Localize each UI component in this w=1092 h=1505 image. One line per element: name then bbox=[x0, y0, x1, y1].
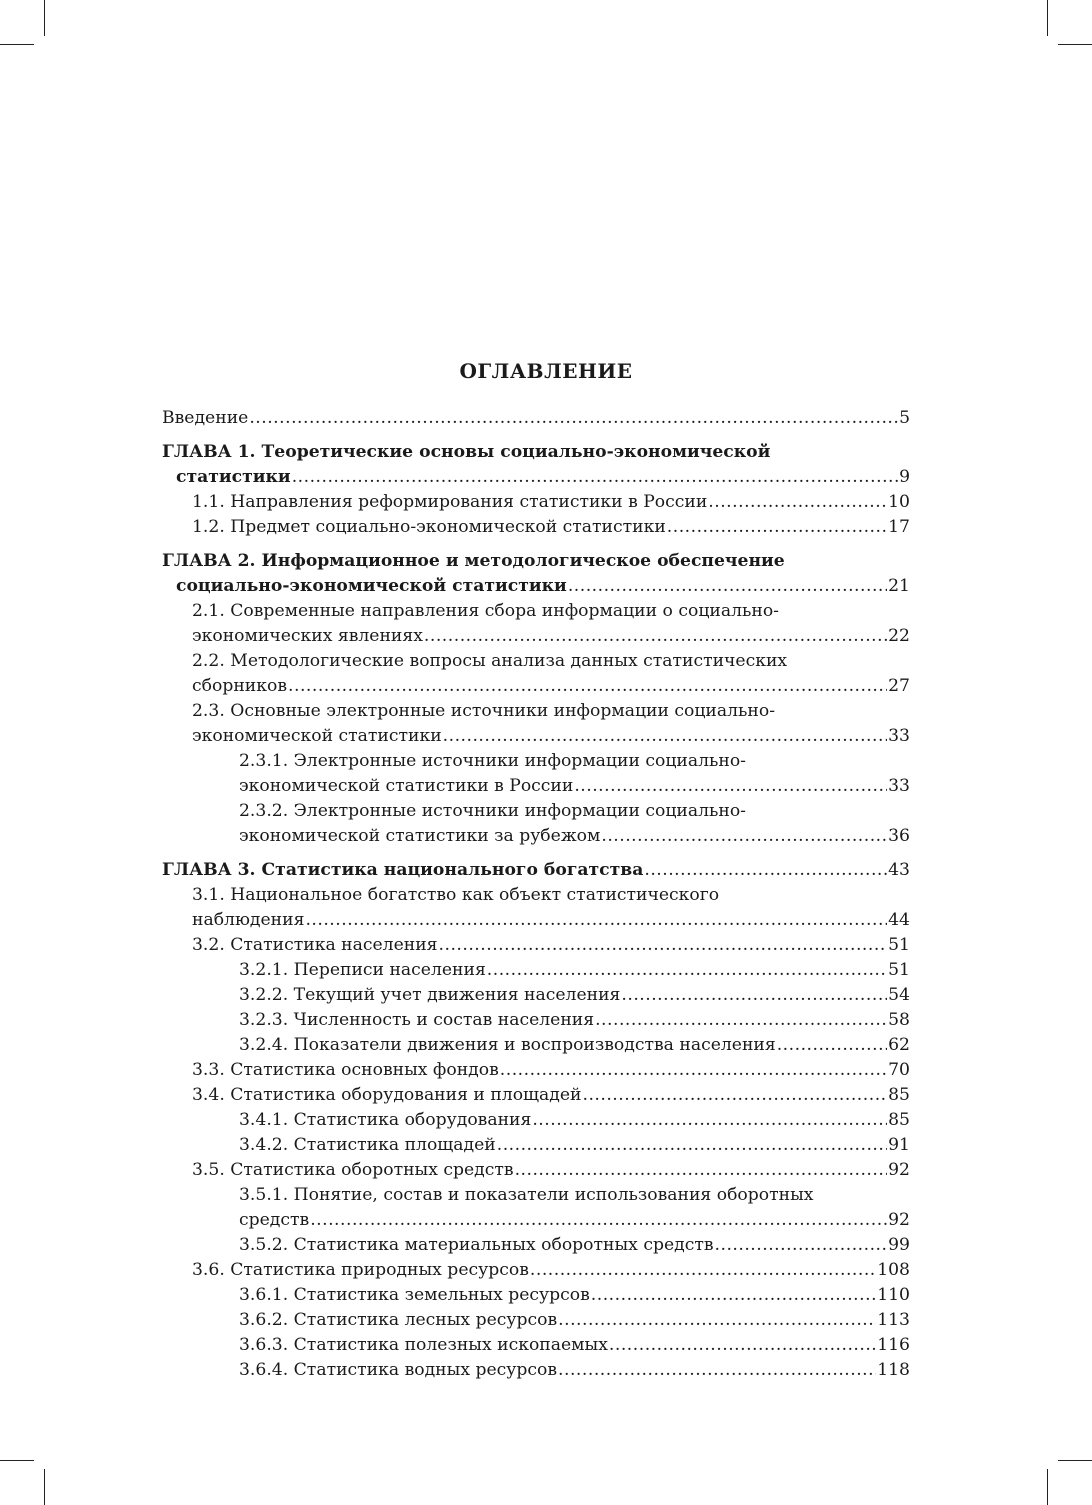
toc-section-entry[interactable] bbox=[162, 1008, 910, 1033]
toc-page-number: 33 bbox=[888, 776, 910, 796]
toc-entry-title-line: 3.6.2. Статистика лесных ресурсов bbox=[239, 1310, 558, 1330]
dot-leader bbox=[288, 674, 887, 699]
toc-entry-title-line: 3.6.4. Статистика водных ресурсов bbox=[239, 1360, 558, 1380]
dot-leader bbox=[708, 490, 887, 515]
toc-entry-title-line: ГЛАВА 1. Теоретические основы социально-экономической bbox=[162, 442, 771, 462]
dot-leader bbox=[424, 624, 887, 649]
toc-entry-title-line: 3.4.2. Статистика площадей bbox=[239, 1135, 496, 1155]
crop-mark-top-right-h bbox=[1058, 44, 1092, 45]
toc-entry-title-line: 3.6. Статистика природных ресурсов bbox=[192, 1260, 529, 1280]
toc-section-entry[interactable] bbox=[162, 1133, 910, 1158]
toc-chapter-entry[interactable] bbox=[162, 406, 910, 431]
toc-entry-title-line: 3.4.1. Статистика оборудования bbox=[239, 1110, 532, 1130]
toc-page-number: 99 bbox=[888, 1235, 910, 1255]
toc-section-entry[interactable] bbox=[162, 699, 910, 749]
toc-entry-title-line: 1.1. Направления реформирования статистики в России bbox=[192, 492, 708, 512]
dot-leader bbox=[667, 515, 887, 540]
dot-leader bbox=[621, 983, 887, 1008]
toc-page-number: 10 bbox=[888, 492, 910, 512]
toc-page-number: 51 bbox=[888, 960, 910, 980]
toc-page-number: 22 bbox=[888, 626, 910, 646]
toc-entry-title-line: 2.2. Методологические вопросы анализа данных статистических bbox=[192, 651, 788, 671]
dot-leader bbox=[439, 933, 888, 958]
toc-page-number: 9 bbox=[899, 467, 910, 487]
dot-leader bbox=[582, 1083, 887, 1108]
toc-entry-title-line: экономической статистики за рубежом bbox=[239, 826, 601, 846]
toc-entry-title-line: 3.1. Национальное богатство как объект статистического bbox=[192, 885, 720, 905]
toc-entry-title-line: 3.6.1. Статистика земельных ресурсов bbox=[239, 1285, 590, 1305]
toc-entry-title-line: ГЛАВА 3. Статистика национального богатства bbox=[162, 860, 644, 880]
dot-leader bbox=[443, 724, 887, 749]
toc-entry-title-line: 3.2.3. Численность и состав населения bbox=[239, 1010, 595, 1030]
toc-section-entry[interactable] bbox=[162, 799, 910, 849]
toc-entry-title-line: средств bbox=[239, 1210, 310, 1230]
toc-page-number: 110 bbox=[877, 1285, 910, 1305]
toc-section-entry[interactable] bbox=[162, 1283, 910, 1308]
toc-page-number: 113 bbox=[877, 1310, 910, 1330]
crop-mark-bottom-right-v bbox=[1047, 1469, 1048, 1505]
toc-page-number: 33 bbox=[888, 726, 910, 746]
dot-leader bbox=[497, 1133, 887, 1158]
toc-entry-title-line: экономической статистики bbox=[192, 726, 442, 746]
dot-leader bbox=[305, 908, 887, 933]
toc-entry-title-line: социально-экономической статистики bbox=[176, 576, 567, 596]
dot-leader bbox=[530, 1258, 876, 1283]
dot-leader bbox=[515, 1158, 888, 1183]
dot-leader bbox=[558, 1358, 876, 1383]
toc-entry-title-line: 2.3. Основные электронные источники информации социально- bbox=[192, 701, 776, 721]
toc-section-entry[interactable] bbox=[162, 933, 910, 958]
toc-chapter-entry[interactable] bbox=[162, 858, 910, 883]
toc-entry-title-line: 3.2. Статистика населения bbox=[192, 935, 438, 955]
toc-section-entry[interactable] bbox=[162, 1258, 910, 1283]
toc-section-entry[interactable] bbox=[162, 599, 910, 649]
toc-section-entry[interactable] bbox=[162, 1358, 910, 1383]
toc-section-entry[interactable] bbox=[162, 983, 910, 1008]
dot-leader bbox=[292, 465, 898, 490]
crop-mark-bottom-left-v bbox=[44, 1469, 45, 1505]
dot-leader bbox=[310, 1208, 887, 1233]
toc-section-entry[interactable] bbox=[162, 649, 910, 699]
toc-section-entry[interactable] bbox=[162, 883, 910, 933]
toc-section-entry[interactable] bbox=[162, 1083, 910, 1108]
toc-entry-title-line: экономической статистики в России bbox=[239, 776, 574, 796]
toc-section-entry[interactable] bbox=[162, 515, 910, 540]
toc-section-entry[interactable] bbox=[162, 1233, 910, 1258]
toc-entry-title-line: 3.2.4. Показатели движения и воспроизводства населения bbox=[239, 1035, 776, 1055]
dot-leader bbox=[777, 1033, 887, 1058]
toc-section-entry[interactable] bbox=[162, 1308, 910, 1333]
toc-page-number: 85 bbox=[888, 1085, 910, 1105]
toc-page-number: 54 bbox=[888, 985, 910, 1005]
toc-page-number: 51 bbox=[888, 935, 910, 955]
toc-chapter-entry[interactable] bbox=[162, 549, 910, 599]
dot-leader bbox=[574, 774, 887, 799]
toc-entry-title-line: сборников bbox=[192, 676, 288, 696]
toc-entry-title-line: 3.6.3. Статистика полезных ископаемых bbox=[239, 1335, 608, 1355]
toc-page-number: 43 bbox=[888, 860, 910, 880]
toc-entry-title-line: 1.2. Предмет социально-экономической статистики bbox=[192, 517, 666, 537]
crop-mark-bottom-right-h bbox=[1058, 1460, 1092, 1461]
dot-leader bbox=[487, 958, 887, 983]
toc-entry-title-line: 3.2.2. Текущий учет движения населения bbox=[239, 985, 621, 1005]
toc-page-number: 118 bbox=[877, 1360, 910, 1380]
toc-section-entry[interactable] bbox=[162, 749, 910, 799]
dot-leader bbox=[500, 1058, 887, 1083]
page-title: ОГЛАВЛЕНИЕ bbox=[459, 359, 633, 384]
toc-section-entry[interactable] bbox=[162, 490, 910, 515]
toc-page-number: 62 bbox=[888, 1035, 910, 1055]
dot-leader bbox=[715, 1233, 888, 1258]
table-of-contents bbox=[162, 406, 910, 1383]
crop-mark-top-left-h bbox=[0, 44, 34, 45]
toc-page-number: 92 bbox=[888, 1160, 910, 1180]
toc-section-entry[interactable] bbox=[162, 1058, 910, 1083]
toc-section-entry[interactable] bbox=[162, 1033, 910, 1058]
toc-entry-title-line: 3.4. Статистика оборудования и площадей bbox=[192, 1085, 582, 1105]
toc-page-number: 92 bbox=[888, 1210, 910, 1230]
toc-page-number: 108 bbox=[877, 1260, 910, 1280]
toc-section-entry[interactable] bbox=[162, 1108, 910, 1133]
crop-mark-bottom-left-h bbox=[0, 1460, 34, 1461]
dot-leader bbox=[249, 406, 898, 431]
toc-page-number: 116 bbox=[877, 1335, 910, 1355]
toc-entry-title-line: 3.2.1. Переписи населения bbox=[239, 960, 486, 980]
dot-leader bbox=[558, 1308, 876, 1333]
toc-page-number: 27 bbox=[888, 676, 910, 696]
toc-page-number: 91 bbox=[888, 1135, 910, 1155]
toc-section-entry[interactable] bbox=[162, 1183, 910, 1233]
dot-leader bbox=[609, 1333, 876, 1358]
toc-entry-title-line: 3.5.2. Статистика материальных оборотных средств bbox=[239, 1235, 714, 1255]
dot-leader bbox=[532, 1108, 887, 1133]
dot-leader bbox=[644, 858, 887, 883]
toc-page-number: 85 bbox=[888, 1110, 910, 1130]
crop-mark-top-right-v bbox=[1047, 0, 1048, 36]
toc-page-number: 5 bbox=[899, 408, 910, 428]
dot-leader bbox=[601, 824, 887, 849]
toc-section-entry[interactable] bbox=[162, 958, 910, 983]
toc-page-number: 17 bbox=[888, 517, 910, 537]
toc-entry-title-line: 3.5.1. Понятие, состав и показатели использования оборотных bbox=[239, 1185, 814, 1205]
toc-section-entry[interactable] bbox=[162, 1333, 910, 1358]
toc-entry-title-line: ГЛАВА 2. Информационное и методологическое обеспечение bbox=[162, 551, 785, 571]
dot-leader bbox=[591, 1283, 876, 1308]
toc-chapter-entry[interactable] bbox=[162, 440, 910, 490]
toc-entry-title-line: экономических явлениях bbox=[192, 626, 423, 646]
toc-section-entry[interactable] bbox=[162, 1158, 910, 1183]
dot-leader bbox=[595, 1008, 887, 1033]
toc-page-number: 70 bbox=[888, 1060, 910, 1080]
toc-page-number: 58 bbox=[888, 1010, 910, 1030]
toc-page-number: 21 bbox=[888, 576, 910, 596]
crop-mark-top-left-v bbox=[44, 0, 45, 36]
dot-leader bbox=[568, 574, 887, 599]
toc-entry-title-line: 3.5. Статистика оборотных средств bbox=[192, 1160, 514, 1180]
toc-entry-title-line: статистики bbox=[176, 467, 291, 487]
toc-entry-title-line: 3.3. Статистика основных фондов bbox=[192, 1060, 499, 1080]
toc-page-number: 44 bbox=[888, 910, 910, 930]
toc-page-number: 36 bbox=[888, 826, 910, 846]
toc-entry-title-line: наблюдения bbox=[192, 910, 305, 930]
toc-entry-title-line: 2.3.2. Электронные источники информации социально- bbox=[239, 801, 746, 821]
toc-entry-title-line: 2.3.1. Электронные источники информации социально- bbox=[239, 751, 746, 771]
toc-entry-title-line: Введение bbox=[162, 408, 249, 428]
toc-entry-title-line: 2.1. Современные направления сбора информации о социально- bbox=[192, 601, 779, 621]
